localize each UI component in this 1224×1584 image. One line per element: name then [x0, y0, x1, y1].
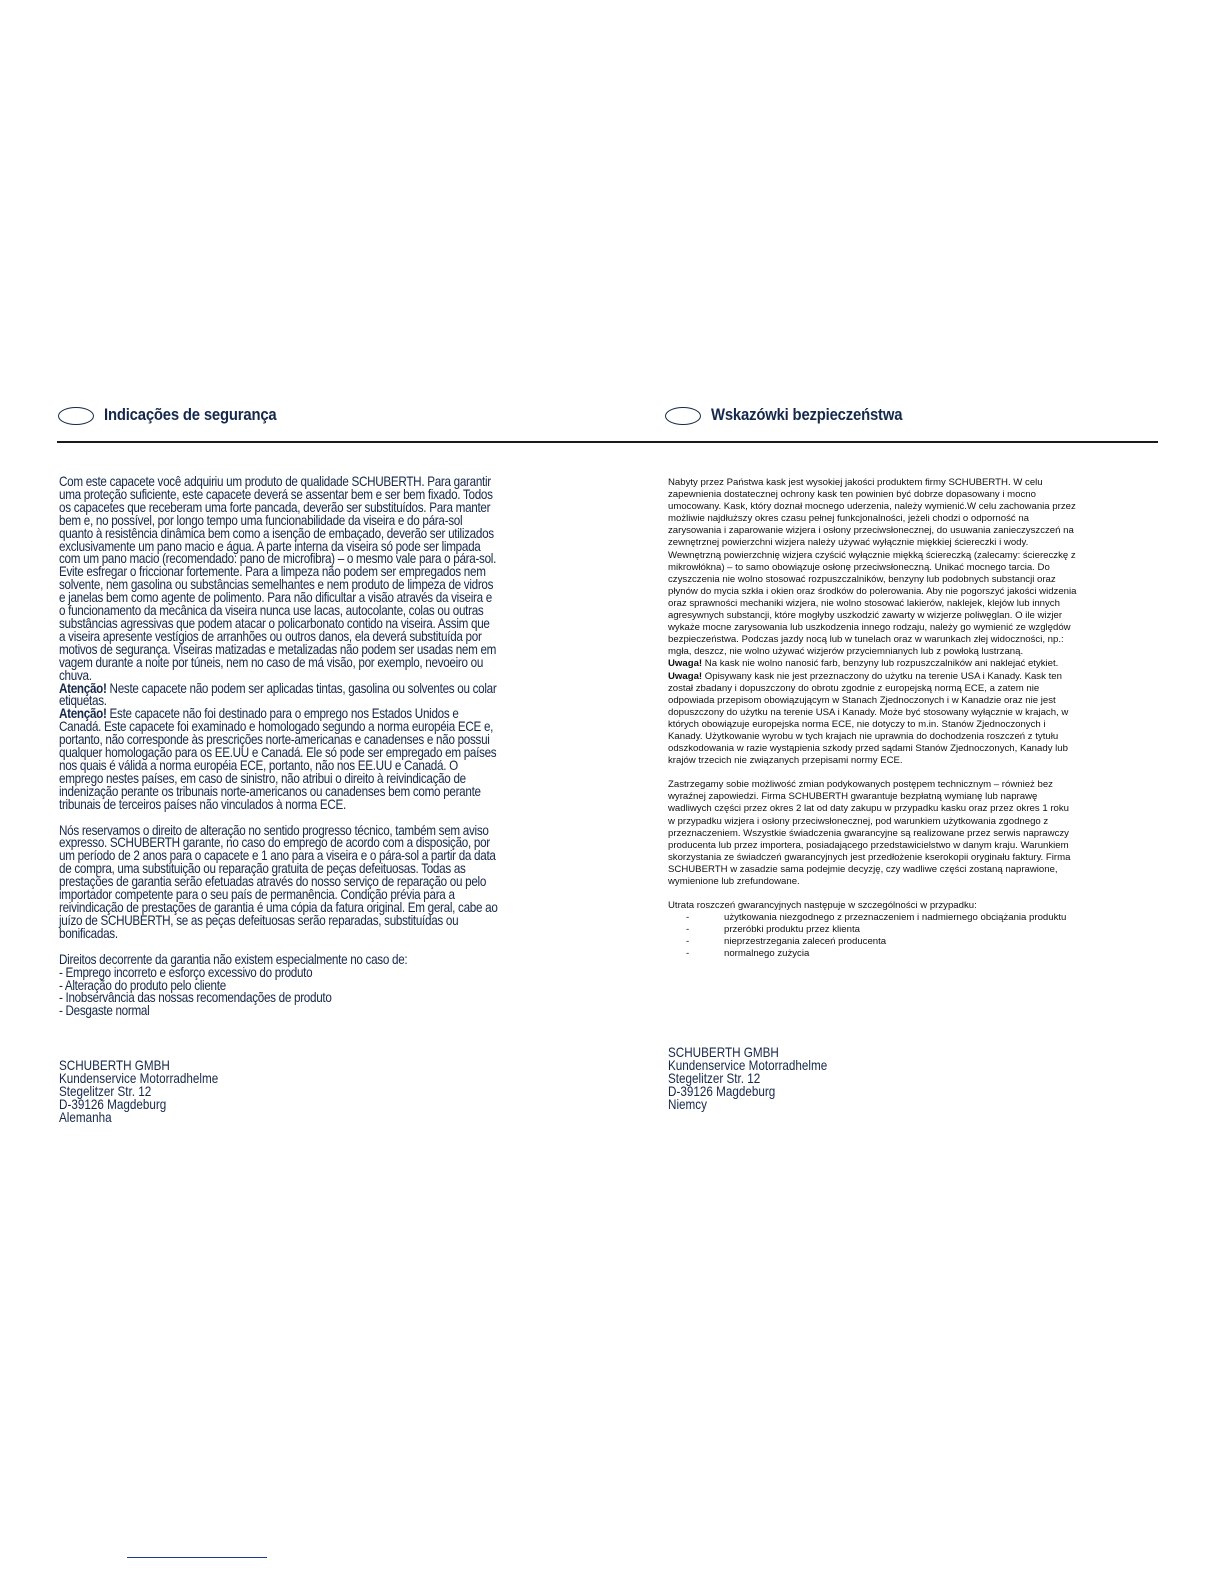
column-portuguese	[59, 476, 498, 1018]
list-item	[668, 948, 1078, 960]
address-line: Kundenservice Motorradhelme	[668, 1057, 828, 1073]
list-item-text: nieprzestrzegania zaleceń producenta	[724, 936, 887, 948]
address-line: D-39126 Magdeburg	[59, 1096, 167, 1112]
footer-divider	[127, 1557, 267, 1558]
address-block-pt	[59, 1060, 218, 1125]
warning-paragraph-2	[668, 671, 1078, 768]
list-item: - Emprego incorreto e esforço excessivo do produto	[59, 964, 313, 980]
attention-label: Atenção!	[59, 706, 107, 722]
list-item: - Desgaste normal	[59, 1003, 150, 1019]
warranty-paragraph: Nós reservamos o direito de alteração no sentido progresso técnico, também sem aviso expresso. SCHUBERTH garante, no caso do emprego de acordo com a disposição, por um período de 2 anos para o capacete e 1 ano para a viseira e o pára-sol a partir da data de compra, uma substituição ou reparação gratuita de peças defeituosas. Todas as prestações de garantia serão efetuadas através do nosso serviço de reparação ou pelo importador competente para o seu país de permanência. Condição prévia para a reivindicação de prestações de garantia é uma cópia da fatura original. Em geral, cabe ao juízo de SCHUBERTH, se as peças defeituosas serão reparadas, substituídas ou bonificadas.	[59, 822, 498, 941]
list-item	[668, 936, 1078, 948]
bullet-dash: -	[686, 948, 690, 960]
address-block-pl	[668, 1047, 827, 1112]
address-line: SCHUBERTH GMBH	[59, 1058, 170, 1073]
oval-marker-icon	[665, 407, 701, 425]
warning-label: Uwaga!	[668, 670, 703, 682]
section-header-pt	[58, 406, 296, 425]
intro-paragraph: Nabyty przez Państwa kask jest wysokiej jakości produktem firmy SCHUBERTH. W celu zapewnienia dostatecznej ochrony kask ten powinien być dobrze dopasowany i mocno umocowany. Kask, który doznał mocnego uderzenia, należy wymienić.W celu zachowania przez możliwie najdłuższy okres czasu pełnej funkcjonalności, jeżeli chodzi o odporność na zarysowania i zaparowanie wizjera i osłony przeciwsłonecznej, do usuwania zanieczyszczeń na zewnętrznej powierzchni wizjera należy używać wyłącznie miękkiej ściereczki i wody. Wewnętrzną powierzchnię wizjera czyścić wyłącznie miękką ściereczką (zalecamy: ściereczkę z mikrowłókna) – to samo obowiązuje osłonę przeciwsłoneczną. Unikać mocnego tarcia. Do czyszczenia nie wolno stosować rozpuszczalników, benzyny lub podobnych substancji oraz płynów do mycia szkła i okien oraz środków do polerowania. Aby nie pogorszyć jakości widzenia oraz sprawności mechaniki wizjera, nie wolno stosować lakierów, naklejek, klejów lub innych agresywnych substancji, które mogłyby uszkodzić zawarty w wizjerze poliwęglan. O ile wizjer wykaże mocne zarysowania lub uszkodzenia innego rodzaju, należy go wymienić ze względów bezpieczeństwa. Podczas jazdy nocą lub w tunelach oraz w warunkach złej widoczności, np.: mgła, deszcz, nie wolno używać wizjerów przyciemnianych lub z powłoką lustrzaną.	[668, 477, 1077, 658]
list-item: - Alteração do produto pelo cliente	[59, 977, 226, 993]
attention-label: Atenção!	[59, 680, 107, 696]
attention-text: Este capacete não foi destinado para o emprego nos Estados Unidos e Canadá. Este capacete foi examinado e homologado segundo a norma européia ECE e, portanto, não corresponde às prescrições norte-americanas e canadenses e não possui qualquer homologação para os EE.UU e Canadá. Ele só pode ser empregado em países nos quais é válida a norma européia ECE, portanto, não nos EE.UU e Canadá. O emprego nestes países, em caso de sinistro, não atribui o direito à reivindicação de indenização perante os tribunais norte-americanos ou canadenses bem como perante tribunais de terceiros países não vinculados à norma ECE.	[59, 706, 497, 812]
bullet-dash: -	[686, 936, 690, 948]
warning-text: Na kask nie wolno nanosić farb, benzyny lub rozpuszczalników ani naklejać etykiet.	[702, 658, 1059, 670]
list-item-text: użytkowania niezgodnego z przeznaczeniem i nadmiernego obciążania produktu	[724, 912, 1067, 924]
attention-text: Neste capacete não podem ser aplicadas tintas, gasolina ou solventes ou colar etiquetas.	[59, 680, 497, 709]
attention-paragraph-2	[59, 708, 498, 811]
section-title-pt: Indicações de segurança	[104, 406, 277, 424]
warranty-paragraph: Zastrzegamy sobie możliwość zmian podykowanych postępem technicznym – również bez wyraźnej zapowiedzi. Firma SCHUBERTH gwarantuje bezpłatną wymianę lub naprawę wadliwych części przez okres 2 lat od daty zakupu w przypadku kasku oraz przez okres 1 roku w przypadku wizjera i osłony przeciwsłonecznej, pod warunkiem użytkowania zgodnego z przeznaczeniem. Wszystkie świadczenia gwarancyjne są realizowane przez serwis naprawczy producenta lub przez importera, posiadającego przedstawicielstwo w danym kraju. Warunkiem skorzystania ze świadczeń gwarancyjnych jest przedłożenie kserokopii oryginału faktury. Firma SCHUBERTH w zasadzie sama podejmie decyzję, czy wadliwe części zostaną naprawione, wymienione lub zrefundowane.	[668, 779, 1071, 887]
address-line: Stegelitzer Str. 12	[59, 1083, 152, 1099]
list-item	[668, 924, 1078, 936]
list-item	[668, 912, 1078, 924]
address-line: Stegelitzer Str. 12	[668, 1070, 761, 1086]
warranty-exclusions-intro: Utrata roszczeń gwarancyjnych następuje w szczególności w przypadku:	[668, 900, 977, 912]
section-title-pl: Wskazówki bezpieczeństwa	[711, 406, 903, 424]
address-line: SCHUBERTH GMBH	[668, 1045, 779, 1060]
address-line: Kundenservice Motorradhelme	[59, 1070, 219, 1086]
address-line: D-39126 Magdeburg	[668, 1083, 776, 1099]
list-item-text: normalnego zużycia	[724, 948, 810, 960]
header-divider	[57, 441, 1158, 443]
list-item: - Inobservância das nossas recomendações de produto	[59, 990, 332, 1006]
column-polish	[668, 477, 1078, 961]
bullet-dash: -	[686, 924, 690, 936]
bullet-dash: -	[686, 912, 690, 924]
address-line: Alemanha	[59, 1109, 112, 1125]
warning-paragraph-1	[668, 658, 1078, 670]
address-line: Niemcy	[668, 1096, 707, 1112]
list-item-text: przeróbki produktu przez klienta	[724, 924, 860, 936]
intro-paragraph: Com este capacete você adquiriu um produto de qualidade SCHUBERTH. Para garantir uma proteção suficiente, este capacete deverá se assentar bem e ser bem fixado. Todos os capacetes que receberam uma forte pancada, deverão ser substituídos. Para manter bem e, no possível, por longo tempo uma funcionabilidade da viseira e do pára-sol quanto à resistência dinâmica bem como a isenção de embaçado, deverão ser utilizados exclusivamente um pano macio e água. A parte interna da viseira só pode ser limpada com um pano macio (recomendado: pano de microfibra) – o mesmo vale para o pára-sol. Evite esfregar o friccionar fortemente. Para a limpeza não podem ser empregados nem solvente, nem gasolina ou substâncias semelhantes e nem produto de limpeza de vidros e janelas bem como agente de polimento. Para não dificultar a visão através da viseira e o funcionamento da mecânica da viseira nunca use lacas, autocolante, colas ou outras substâncias agressivas que podem atacar o policarbonato contido na viseira. Assim que a viseira apresente vestígios de arranhões ou outros danos, ela deverá substituída por motivos de segurança. Viseiras matizadas e metalizadas não podem ser usadas nem em vagem durante a noite por túneis, nem no caso de má visão, por exemplo, nevoeiro ou chuva.	[59, 474, 497, 683]
oval-marker-icon	[58, 407, 94, 425]
warning-label: Uwaga!	[668, 658, 703, 670]
section-header-pl	[665, 406, 924, 425]
warning-text: Opisywany kask nie jest przeznaczony do użytku na terenie USA i Kanady. Kask ten został zbadany i dopuszczony do obrotu zgodnie z europejską normą ECE, a zatem nie odpowiada przepisom obowiązującym w Stanach Zjednoczonych i w Kanadzie oraz nie jest dopuszczony do użytku na terenie USA i Kanady. Może być stosowany wyłącznie w krajach, w których obowiązuje europejska norma ECE, nie dotyczy to m.in. Stanów Zjednoczonych i Kanady. Użytkowanie wyrobu w tych krajach nie uprawnia do dochodzenia roszczeń z tytułu odszkodowania w razie wystąpienia szkody przed sądami Stanów Zjednoczonych, Kanady lub krajów trzecich nie związanych przepisami normy ECE.	[668, 670, 1069, 767]
attention-paragraph-1	[59, 680, 498, 709]
warranty-exclusions-intro: Direitos decorrente da garantia não existem especialmente no caso de:	[59, 951, 408, 967]
